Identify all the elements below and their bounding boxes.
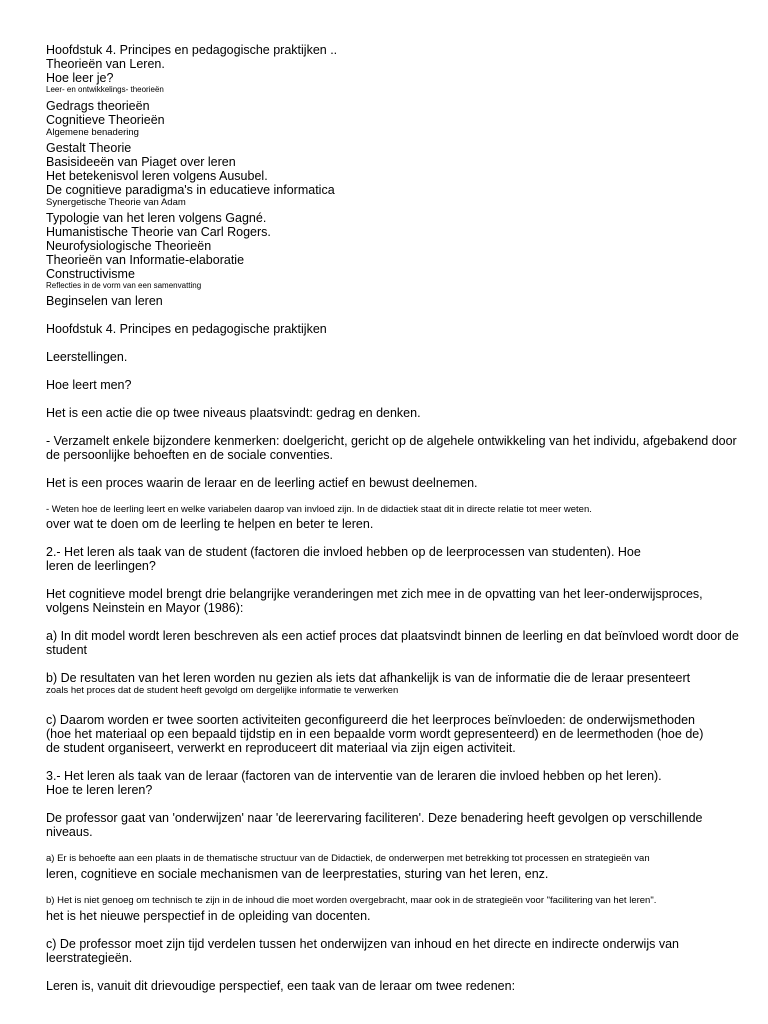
paragraph: leerstrategieën.: [46, 951, 133, 965]
paragraph: Hoe leert men?: [46, 378, 132, 392]
toc-line: Hoe leer je?: [46, 71, 114, 85]
paragraph: - Verzamelt enkele bijzondere kenmerken: doelgericht, gericht op de algehele ontwikkeling van het individu, afgebakend door: [46, 434, 737, 448]
paragraph: leren de leerlingen?: [46, 559, 156, 573]
toc-line: Humanistische Theorie van Carl Rogers.: [46, 225, 271, 239]
paragraph: de student organiseert, verwerkt en reproduceert dit materiaal via zijn eigen activiteit.: [46, 741, 516, 755]
paragraph: Hoe te leren leren?: [46, 783, 153, 797]
toc-line: Reflecties in de vorm van een samenvatting: [46, 281, 202, 290]
toc-line: Typologie van het leren volgens Gagné.: [46, 211, 267, 225]
toc-line: Gedrags theorieën: [46, 99, 150, 113]
paragraph: 3.- Het leren als taak van de leraar (factoren van de interventie van de leraren die invloed hebben op het leren).: [46, 769, 662, 783]
paragraph: over wat te doen om de leerling te helpen en beter te leren.: [46, 517, 374, 531]
paragraph: a) In dit model wordt leren beschreven als een actief proces dat plaatsvindt binnen de leerling en dat beïnvloed wordt door de: [46, 629, 739, 643]
paragraph: Het cognitieve model brengt drie belangrijke veranderingen met zich mee in de opvatting van het leer-onderwijsproces,: [46, 587, 703, 601]
paragraph: (hoe het materiaal op een bepaald tijdstip en in een bepaalde vorm wordt gepresenteerd) en de leermethoden (hoe de): [46, 727, 704, 741]
toc-line: Beginselen van leren: [46, 294, 163, 308]
toc-line: Theorieën van Leren.: [46, 57, 165, 71]
paragraph: de persoonlijke behoeften en de sociale conventies.: [46, 448, 334, 462]
paragraph: student: [46, 643, 88, 657]
paragraph: De professor gaat van 'onderwijzen' naar 'de leerervaring faciliteren'. Deze benadering heeft gevolgen op verschillende: [46, 811, 703, 825]
paragraph: het is het nieuwe perspectief in de opleiding van docenten.: [46, 909, 371, 923]
paragraph: Leerstellingen.: [46, 350, 128, 364]
paragraph: b) Het is niet genoeg om technisch te zijn in de inhoud die moet worden overgebracht, maar ook in de strategieën voor "facilitering van het leren".: [46, 895, 657, 906]
toc-line: Cognitieve Theorieën: [46, 113, 165, 127]
paragraph: c) De professor moet zijn tijd verdelen tussen het onderwijzen van inhoud en het directe en indirecte onderwijs van: [46, 937, 679, 951]
toc-line: Algemene benadering: [46, 127, 139, 138]
toc-line: Neurofysiologische Theorieën: [46, 239, 212, 253]
chapter-heading: Hoofdstuk 4. Principes en pedagogische praktijken: [46, 322, 327, 336]
toc-line: Gestalt Theorie: [46, 141, 132, 155]
paragraph: zoals het proces dat de student heeft gevolgd om dergelijke informatie te verwerken: [46, 685, 399, 696]
toc-line: Theorieën van Informatie-elaboratie: [46, 253, 245, 267]
paragraph: niveaus.: [46, 825, 93, 839]
toc-line: Hoofdstuk 4. Principes en pedagogische praktijken ..: [46, 43, 338, 57]
paragraph: leren, cognitieve en sociale mechanismen van de leerprestaties, sturing van het leren, enz.: [46, 867, 549, 881]
paragraph: a) Er is behoefte aan een plaats in de thematische structuur van de Didactiek, de onderwerpen met betrekking tot processen en strategieën van: [46, 853, 650, 864]
toc-line: De cognitieve paradigma's in educatieve informatica: [46, 183, 335, 197]
paragraph: b) De resultaten van het leren worden nu gezien als iets dat afhankelijk is van de informatie die de leraar presenteert: [46, 671, 691, 685]
paragraph: volgens Neinstein en Mayor (1986):: [46, 601, 244, 615]
paragraph: Het is een proces waarin de leraar en de leerling actief en bewust deelnemen.: [46, 476, 478, 490]
toc-line: Leer- en ontwikkelings- theorieën: [46, 85, 164, 94]
paragraph: - Weten hoe de leerling leert en welke variabelen daarop van invloed zijn. In de didactiek staat dit in directe relatie tot meer weten.: [46, 504, 592, 515]
toc-line: Synergetische Theorie van Adam: [46, 197, 186, 208]
paragraph: c) Daarom worden er twee soorten activiteiten geconfigureerd die het leerproces beïnvloeden: de onderwijsmethoden: [46, 713, 695, 727]
toc-line: Constructivisme: [46, 267, 135, 281]
toc-line: Basisideeën van Piaget over leren: [46, 155, 236, 169]
paragraph: 2.- Het leren als taak van de student (factoren die invloed hebben op de leerprocessen van studenten). Hoe: [46, 545, 641, 559]
toc-line: Het betekenisvol leren volgens Ausubel.: [46, 169, 268, 183]
paragraph: Het is een actie die op twee niveaus plaatsvindt: gedrag en denken.: [46, 406, 421, 420]
paragraph: Leren is, vanuit dit drievoudige perspectief, een taak van de leraar om twee redenen:: [46, 979, 516, 993]
